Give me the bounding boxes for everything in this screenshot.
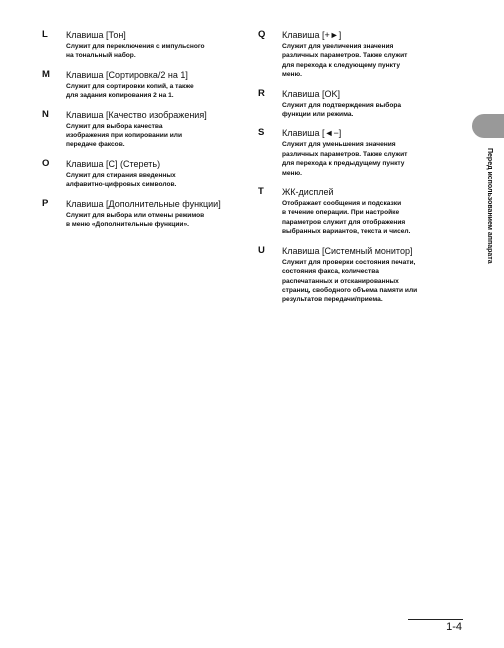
desc-line: выбранных вариантов, текста и чисел. xyxy=(282,228,411,236)
desc-line: меню. xyxy=(282,169,302,177)
desc-line: Служит для уменьшения значения xyxy=(282,141,396,149)
desc-line: в течение операции. При настройке xyxy=(282,209,400,217)
entry-letter: S xyxy=(258,127,265,139)
desc-line: Служит для выбора или отмены режимов xyxy=(66,211,205,219)
entry-title: ЖК-дисплей xyxy=(282,187,334,198)
desc-line: для задания копирования 2 на 1. xyxy=(66,92,174,100)
desc-line: Служит для подтверждения выбора xyxy=(282,101,402,109)
desc-line: страниц, свободного объема памяти или xyxy=(282,286,418,294)
desc-line: распечатанных и отсканированных xyxy=(282,277,399,285)
entry-title: Клавиша [Качество изображения] xyxy=(66,109,207,120)
entry-description xyxy=(66,122,254,150)
chapter-tab xyxy=(472,114,504,138)
desc-line: изображения при копировании или xyxy=(66,132,183,140)
desc-line: для перехода к предыдущему пункту xyxy=(282,160,405,168)
entry-letter: T xyxy=(258,186,264,198)
desc-line: Отображает сообщения и подсказки xyxy=(282,200,402,208)
entry-letter: Q xyxy=(258,29,266,40)
desc-line: различных параметров. Также служит xyxy=(282,52,408,60)
entry-letter: U xyxy=(258,244,265,256)
entry-p xyxy=(42,198,254,230)
desc-line: Служит для проверки состояния печати, xyxy=(282,258,416,266)
entry-r xyxy=(258,88,464,120)
entry-letter: L xyxy=(42,29,48,40)
desc-line: алфавитно-цифровых символов. xyxy=(66,181,177,189)
entry-title: Клавиша [◄−] xyxy=(282,128,342,139)
desc-line: Служит для выбора качества xyxy=(66,122,163,130)
desc-line: в меню «Дополнительные функции». xyxy=(66,221,189,229)
entry-description xyxy=(282,199,464,237)
entry-title: Клавиша [Системный монитор] xyxy=(282,245,413,256)
entry-title: Клавиша [Сортировка/2 на 1] xyxy=(66,69,188,80)
entry-l xyxy=(42,29,254,61)
entry-description xyxy=(66,42,254,61)
desc-line: параметров служит для отображения xyxy=(282,218,406,226)
right-column xyxy=(258,29,464,313)
desc-line: Служит для увеличения значения xyxy=(282,43,394,50)
entry-title: Клавиша [Тон] xyxy=(66,30,126,40)
desc-line: Служит для сортировки копий, а также xyxy=(66,82,194,90)
entry-description xyxy=(66,171,254,190)
left-column xyxy=(42,29,254,237)
entry-description xyxy=(282,101,464,120)
entry-description xyxy=(282,140,464,178)
desc-line: функции или режима. xyxy=(282,111,354,119)
entry-s xyxy=(258,127,464,178)
entry-title: Клавиша [C] (Стереть) xyxy=(66,158,161,169)
desc-line: меню. xyxy=(282,71,302,79)
entry-letter: N xyxy=(42,108,49,120)
entry-m xyxy=(42,69,254,101)
desc-line: Служит для переключения с импульсного xyxy=(66,43,205,50)
entry-t xyxy=(258,186,464,237)
entry-description xyxy=(282,42,464,80)
entry-letter: O xyxy=(42,157,50,169)
desc-line: Служит для стирания введенных xyxy=(66,171,176,179)
entry-letter: M xyxy=(42,68,50,80)
entry-title: Клавиша [Дополнительные функции] xyxy=(66,198,221,209)
desc-line: результатов передачи/приема. xyxy=(282,296,383,304)
entry-q xyxy=(258,29,464,80)
page-number: 1-4 xyxy=(446,621,462,633)
entry-description xyxy=(66,211,254,230)
desc-line: для перехода к следующему пункту xyxy=(282,61,400,69)
entry-o xyxy=(42,158,254,190)
entry-letter: R xyxy=(258,87,265,99)
entry-u xyxy=(258,245,464,305)
entry-title: Клавиша [+►] xyxy=(282,30,342,40)
entry-title: Клавиша [OK] xyxy=(282,88,341,99)
desc-line: на тональный набор. xyxy=(66,52,136,60)
chapter-side-label: Перед использованием аппарата xyxy=(486,148,493,264)
desc-line: различных параметров. Также служит xyxy=(282,150,408,158)
desc-line: состояния факса, количества xyxy=(282,268,379,276)
entry-n xyxy=(42,109,254,150)
desc-line: передаче факсов. xyxy=(66,141,125,149)
entry-description xyxy=(282,258,464,305)
entry-description xyxy=(66,82,254,101)
entry-letter: P xyxy=(42,197,49,209)
